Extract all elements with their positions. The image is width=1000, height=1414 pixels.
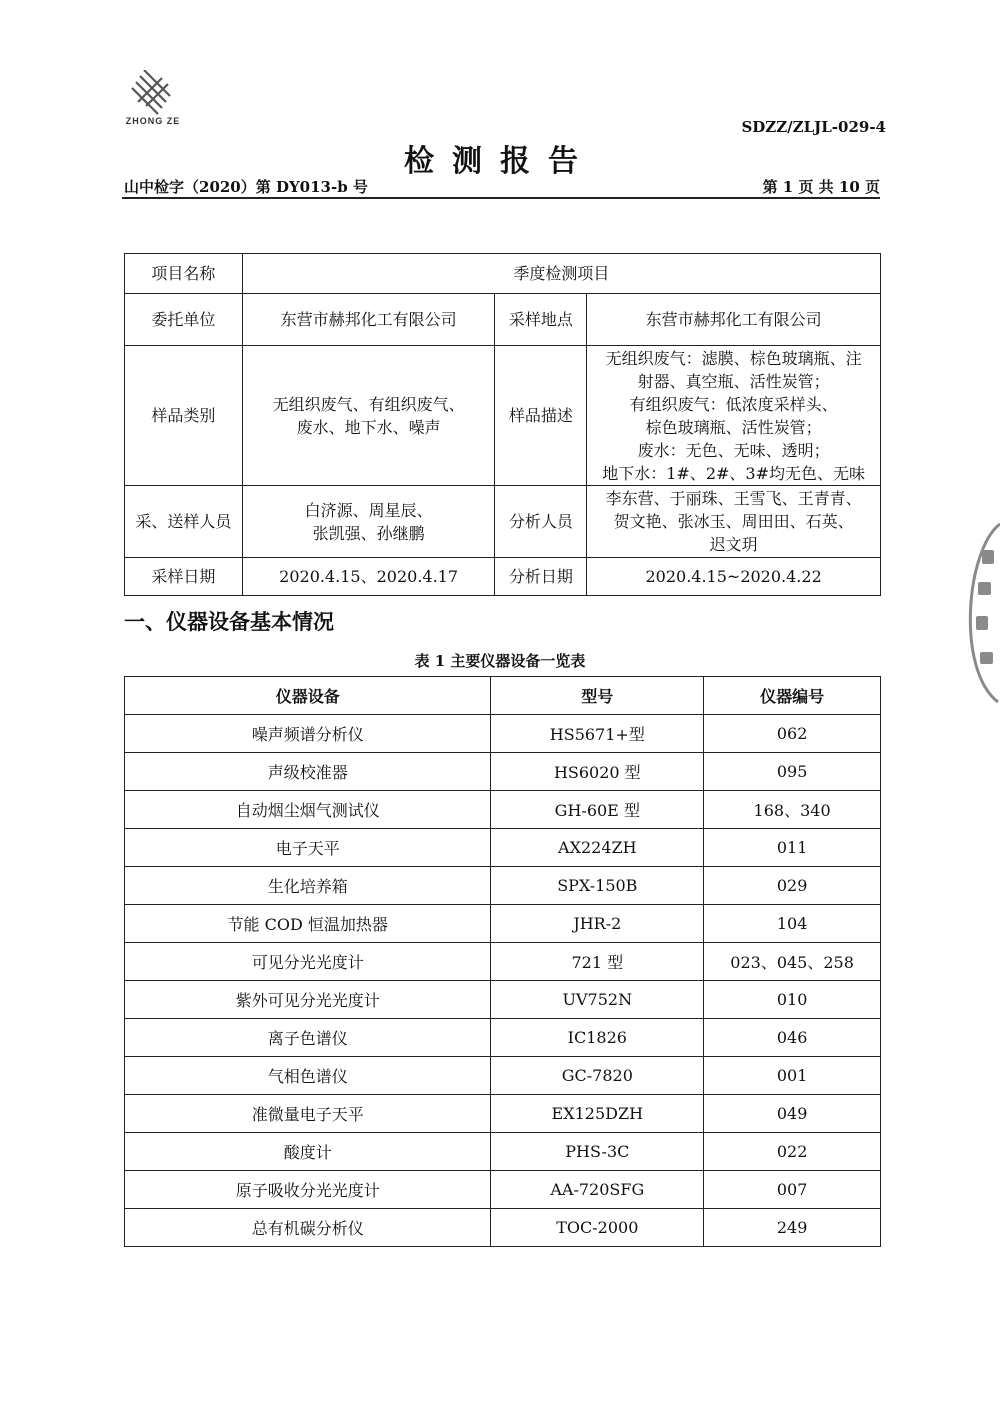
table-row — [125, 981, 881, 1019]
report-number: 山中检字（2020）第 DY013-b 号 — [124, 178, 368, 196]
equipment-header-row — [125, 677, 881, 715]
instrument-cell: 声级校准器 — [125, 753, 491, 791]
header-instrument: 仪器设备 — [125, 677, 491, 715]
sampler-label: 采、送样人员 — [125, 486, 243, 558]
table-row — [125, 867, 881, 905]
model-cell: PHS-3C — [491, 1133, 704, 1171]
table-row — [125, 1057, 881, 1095]
model-cell: IC1826 — [491, 1019, 704, 1057]
instrument-cell: 总有机碳分析仪 — [125, 1209, 491, 1247]
serial-cell: 023、045、258 — [704, 943, 881, 981]
serial-cell: 095 — [704, 753, 881, 791]
model-cell: TOC-2000 — [491, 1209, 704, 1247]
table-row — [125, 791, 881, 829]
analysis-date-value: 2020.4.15~2020.4.22 — [587, 558, 881, 596]
serial-cell: 046 — [704, 1019, 881, 1057]
logo-text: ZHONG ZE — [125, 116, 181, 126]
table-row — [125, 753, 881, 791]
serial-cell: 049 — [704, 1095, 881, 1133]
instrument-cell: 紫外可见分光光度计 — [125, 981, 491, 1019]
model-cell: GH-60E 型 — [491, 791, 704, 829]
equipment-table — [124, 676, 881, 1247]
analysis-date-label: 分析日期 — [495, 558, 587, 596]
serial-cell: 029 — [704, 867, 881, 905]
model-cell: 721 型 — [491, 943, 704, 981]
sample-desc-label: 样品描述 — [495, 346, 587, 486]
table-row — [125, 715, 881, 753]
table-row — [125, 905, 881, 943]
client-label: 委托单位 — [125, 294, 243, 346]
table-row — [125, 1209, 881, 1247]
instrument-cell: 噪声频谱分析仪 — [125, 715, 491, 753]
sampling-site-label: 采样地点 — [495, 294, 587, 346]
page-info: 第 1 页 共 10 页 — [762, 178, 880, 196]
section-title: 一、仪器设备基本情况 — [124, 610, 334, 634]
table-row — [125, 1133, 881, 1171]
header-divider — [122, 197, 880, 199]
partial-seal-stamp-icon — [958, 520, 1000, 705]
client-value: 东营市赫邦化工有限公司 — [242, 294, 495, 346]
instrument-cell: 节能 COD 恒温加热器 — [125, 905, 491, 943]
analyst-line: 迟文玥 — [709, 535, 758, 554]
serial-cell: 062 — [704, 715, 881, 753]
document-code: SDZZ/ZLJL-029-4 — [741, 118, 886, 136]
sample-type-value — [242, 346, 495, 486]
instrument-cell: 气相色谱仪 — [125, 1057, 491, 1095]
model-cell: AA-720SFG — [491, 1171, 704, 1209]
analyst-value — [587, 486, 881, 558]
model-cell: SPX-150B — [491, 867, 704, 905]
table-caption: 表 1 主要仪器设备一览表 — [414, 652, 586, 670]
sampler-line: 白济源、周星辰、 — [304, 500, 433, 520]
serial-cell: 011 — [704, 829, 881, 867]
sample-type-line: 无组织废气、有组织废气、 — [272, 394, 465, 414]
instrument-cell: 原子吸收分光光度计 — [125, 1171, 491, 1209]
header-model: 型号 — [491, 677, 704, 715]
sampling-site-value: 东营市赫邦化工有限公司 — [587, 294, 881, 346]
model-cell: GC-7820 — [491, 1057, 704, 1095]
serial-cell: 001 — [704, 1057, 881, 1095]
serial-cell: 010 — [704, 981, 881, 1019]
project-name-value: 季度检测项目 — [242, 254, 880, 294]
instrument-cell: 可见分光光度计 — [125, 943, 491, 981]
sample-desc-value — [587, 346, 881, 486]
instrument-cell: 电子天平 — [125, 829, 491, 867]
sample-desc-line: 地下水：1#、2#、3#均无色、无味 — [602, 463, 865, 483]
serial-cell: 022 — [704, 1133, 881, 1171]
model-cell: AX224ZH — [491, 829, 704, 867]
instrument-cell: 自动烟尘烟气测试仪 — [125, 791, 491, 829]
sample-desc-line: 废水：无色、无味、透明； — [637, 440, 830, 460]
model-cell: EX125DZH — [491, 1095, 704, 1133]
project-info-table — [124, 253, 881, 596]
sampler-line: 张凯强、孙继鹏 — [312, 523, 425, 543]
sample-type-label: 样品类别 — [125, 346, 243, 486]
instrument-cell: 酸度计 — [125, 1133, 491, 1171]
serial-cell: 007 — [704, 1171, 881, 1209]
table-row — [125, 1095, 881, 1133]
model-cell: HS6020 型 — [491, 753, 704, 791]
table-row — [125, 943, 881, 981]
analyst-label: 分析人员 — [495, 486, 587, 558]
table-row — [125, 1019, 881, 1057]
analyst-line: 李东营、于丽珠、王雪飞、王青青、 — [605, 489, 862, 508]
table-row — [125, 1171, 881, 1209]
serial-cell: 249 — [704, 1209, 881, 1247]
serial-cell: 168、340 — [704, 791, 881, 829]
project-name-label: 项目名称 — [125, 254, 243, 294]
page-title: 检测报告 — [404, 144, 596, 179]
serial-cell: 104 — [704, 905, 881, 943]
table-row — [125, 829, 881, 867]
instrument-cell: 离子色谱仪 — [125, 1019, 491, 1057]
sampling-date-label: 采样日期 — [125, 558, 243, 596]
sample-desc-line: 无组织废气：滤膜、棕色玻璃瓶、注 — [605, 348, 862, 368]
model-cell: HS5671+型 — [491, 715, 704, 753]
sampling-date-value: 2020.4.15、2020.4.17 — [242, 558, 495, 596]
instrument-cell: 生化培养箱 — [125, 867, 491, 905]
sampler-value — [242, 486, 495, 558]
sample-desc-line: 射器、真空瓶、活性炭管； — [637, 371, 830, 391]
sample-type-line: 废水、地下水、噪声 — [296, 417, 441, 437]
sample-desc-line: 棕色玻璃瓶、活性炭管； — [645, 417, 822, 437]
sample-desc-line: 有组织废气：低浓度采样头、 — [629, 394, 838, 414]
header-serial: 仪器编号 — [704, 677, 881, 715]
analyst-line: 贺文艳、张冰玉、周田田、石英、 — [613, 512, 854, 531]
instrument-cell: 准微量电子天平 — [125, 1095, 491, 1133]
model-cell: JHR-2 — [491, 905, 704, 943]
model-cell: UV752N — [491, 981, 704, 1019]
